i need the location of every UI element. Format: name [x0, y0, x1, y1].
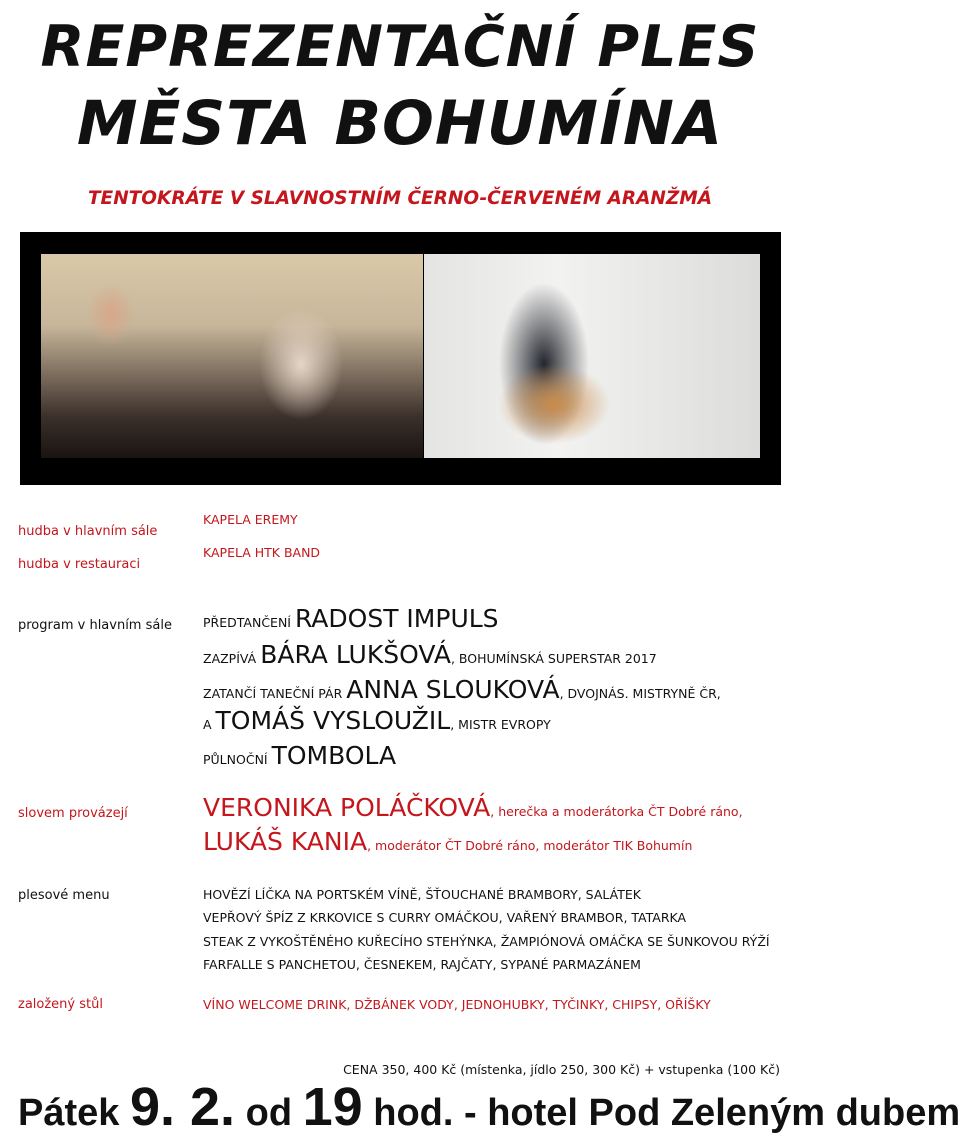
program-line-1-prefix: PŘEDTANČENÍ	[203, 615, 295, 630]
program-line-5-main: TOMBOLA	[271, 741, 397, 770]
program-line-4-prefix: A	[203, 717, 216, 732]
host-1-name: VERONIKA POLÁČKOVÁ	[203, 793, 491, 822]
program-line-4-suffix: , MISTR EVROPY	[450, 717, 551, 732]
music-main-label: hudba v hlavním sále	[18, 524, 158, 539]
menu-item: HOVĚZÍ LÍČKA NA PORTSKÉM VÍNĚ, ŠŤOUCHANÉ BRAMBORY, SALÁTEK	[203, 887, 641, 902]
music-restaurant-value: KAPELA HTK BAND	[203, 545, 321, 560]
band-photo-right	[424, 254, 760, 458]
photo-frame	[20, 232, 781, 485]
program-line-4	[203, 706, 551, 735]
footer-day: Pátek	[18, 1092, 130, 1134]
hosts-label: slovem provázejí	[18, 806, 128, 821]
footer-from: od	[235, 1092, 303, 1134]
price-info: CENA 350, 400 Kč (místenka, jídlo 250, 300 Kč) + vstupenka (100 Kč)	[343, 1062, 780, 1077]
program-line-3	[203, 675, 721, 704]
footer-venue: hod. - hotel Pod Zeleným dubem	[362, 1092, 960, 1134]
table-label: založený stůl	[18, 997, 103, 1012]
title-line-1: REPREZENTAČNÍ PLES	[40, 14, 760, 80]
program-line-5	[203, 741, 396, 770]
program-line-1	[203, 604, 499, 633]
footer-date: 9. 2.	[129, 1077, 236, 1137]
title-line-2: MĚSTA BOHUMÍNA	[76, 88, 724, 159]
music-main-value: KAPELA EREMY	[203, 512, 298, 527]
host-2	[203, 827, 692, 856]
program-line-2	[203, 640, 657, 669]
subtitle: TENTOKRÁTE V SLAVNOSTNÍM ČERNO-ČERVENÉM ARANŽMÁ	[87, 188, 713, 209]
menu-label: plesové menu	[18, 888, 110, 903]
host-1	[203, 793, 743, 822]
program-label: program v hlavním sále	[18, 618, 172, 633]
event-footer	[18, 1076, 960, 1138]
program-line-3-suffix: , DVOJNÁS. MISTRYNĚ ČR,	[559, 686, 721, 701]
music-restaurant-label: hudba v restauraci	[18, 557, 141, 572]
footer-hour: 19	[302, 1077, 363, 1137]
host-2-desc: , moderátor ČT Dobré ráno, moderátor TIK Bohumín	[367, 838, 693, 853]
menu-item: STEAK Z VYKOŠTĚNÉHO KUŘECÍHO STEHÝNKA, ŽAMPIÓNOVÁ OMÁČKA SE ŠUNKOVOU RÝŽÍ	[203, 934, 770, 949]
program-line-3-main: ANNA SLOUKOVÁ	[346, 675, 560, 704]
program-line-2-main: BÁRA LUKŠOVÁ	[260, 640, 451, 669]
host-2-name: LUKÁŠ KANIA	[203, 827, 368, 856]
program-line-2-prefix: ZAZPÍVÁ	[203, 651, 261, 666]
program-line-3-prefix: ZATANČÍ TANEČNÍ PÁR	[203, 686, 347, 701]
program-line-5-prefix: PŮLNOČNÍ	[203, 752, 272, 767]
menu-item: VEPŘOVÝ ŠPÍZ Z KRKOVICE S CURRY OMÁČKOU, VAŘENÝ BRAMBOR, TATARKA	[203, 910, 687, 925]
menu-item: FARFALLE S PANCHETOU, ČESNEKEM, RAJČATY, SYPANÉ PARMAZÁNEM	[203, 957, 641, 972]
band-photo-left	[41, 254, 423, 458]
table-value: VÍNO WELCOME DRINK, DŽBÁNEK VODY, JEDNOHUBKY, TYČINKY, CHIPSY, OŘÍŠKY	[203, 997, 711, 1012]
program-line-2-suffix: , BOHUMÍNSKÁ SUPERSTAR 2017	[450, 651, 657, 666]
program-line-4-main: TOMÁŠ VYSLOUŽIL	[215, 706, 451, 735]
host-1-desc: , herečka a moderátorka ČT Dobré ráno,	[490, 804, 743, 819]
program-line-1-main: RADOST IMPULS	[294, 604, 499, 633]
